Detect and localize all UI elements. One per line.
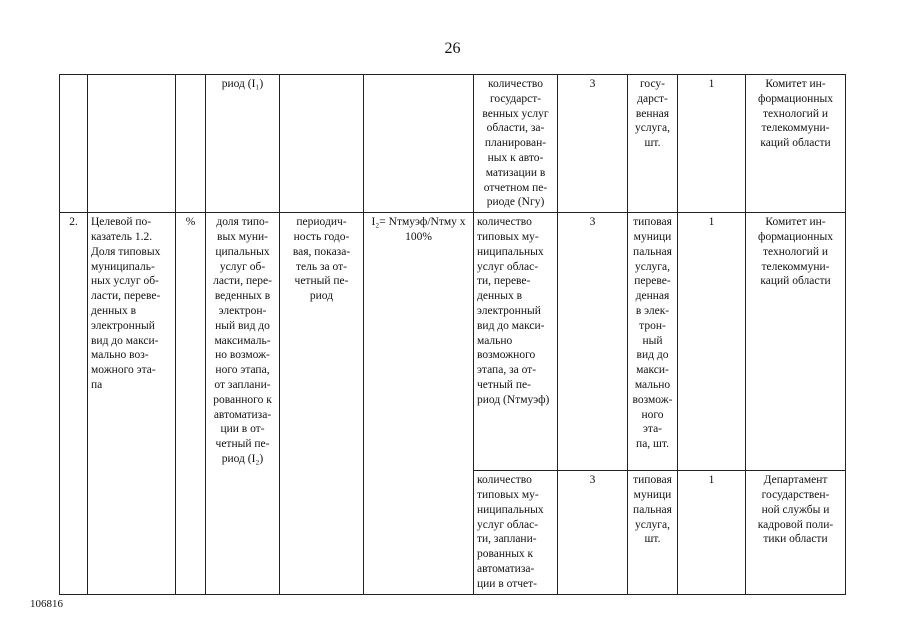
row-number-cell: 2. xyxy=(60,213,88,595)
periodicity-cell: периодич- ность годо- вая, показа- тель за от- четный пе- риод xyxy=(280,213,364,595)
periodicity-cell xyxy=(280,75,364,213)
collection-method-cell: 3 xyxy=(558,75,628,213)
responsible-cell: Департамент государствен- ной службы и кадровой поли- тики области xyxy=(746,471,846,595)
indicator-table xyxy=(59,74,846,595)
base-indicator-cell: количество типовых му- ниципальных услуг облас- ти, переве- денных в электронный вид до макси- мально возможного этапа, за от- четный пе- риод (Nтмуэф) xyxy=(474,213,558,471)
object-cell: 1 xyxy=(678,75,746,213)
unit-cell xyxy=(176,75,206,213)
definition-cell: доля типо- вых муни- ципальных услуг об- ласти, пере- веденных в электрон- ный вид до максималь- но возмож- ного этапа, от заплани- рованного к автоматиза- ции в от- четный пе- риод (I₂) xyxy=(206,213,280,595)
formula-cell: I₂= Nтмуэф/Nтму х 100% xyxy=(364,213,474,595)
base-indicator-cell: количество типовых му- ниципальных услуг облас- ти, заплани- рованных к автоматиза- ции в отчет- xyxy=(474,471,558,595)
row-number-cell xyxy=(60,75,88,213)
responsible-cell: Комитет ин- формационных технологий и телекоммуни- каций области xyxy=(746,75,846,213)
object-cell: 1 xyxy=(678,213,746,471)
page-number: 26 xyxy=(444,40,461,57)
indicator-name-cell xyxy=(88,75,176,213)
unit-cell: % xyxy=(176,213,206,595)
measure-unit-cell: типовая муници пальная услуга, переве- денная в элек- трон- ный вид до макси- мально возмож- ного эта- па, шт. xyxy=(628,213,678,471)
base-indicator-cell: количество государст- венных услуг области, за- планирован- ных к авто- матизации в отчетном пе- риоде (Nгу) xyxy=(474,75,558,213)
definition-cell: риод (I₁) xyxy=(206,75,280,213)
collection-method-cell: 3 xyxy=(558,213,628,471)
collection-method-cell: 3 xyxy=(558,471,628,595)
responsible-cell: Комитет ин- формационных технологий и телекоммуни- каций области xyxy=(746,213,846,471)
document-code: 106816 xyxy=(30,598,63,610)
formula-cell xyxy=(364,75,474,213)
table-row xyxy=(60,213,846,471)
measure-unit-cell: госу- дарст- венная услуга, шт. xyxy=(628,75,678,213)
table-row xyxy=(60,75,846,213)
measure-unit-cell: типовая муници пальная услуга, шт. xyxy=(628,471,678,595)
indicator-name-cell: Целевой по- казатель 1.2. Доля типовых муниципаль- ных услуг об- ласти, переве- денных в электронный вид до макси- мально воз- можного эта- па xyxy=(88,213,176,595)
object-cell: 1 xyxy=(678,471,746,595)
